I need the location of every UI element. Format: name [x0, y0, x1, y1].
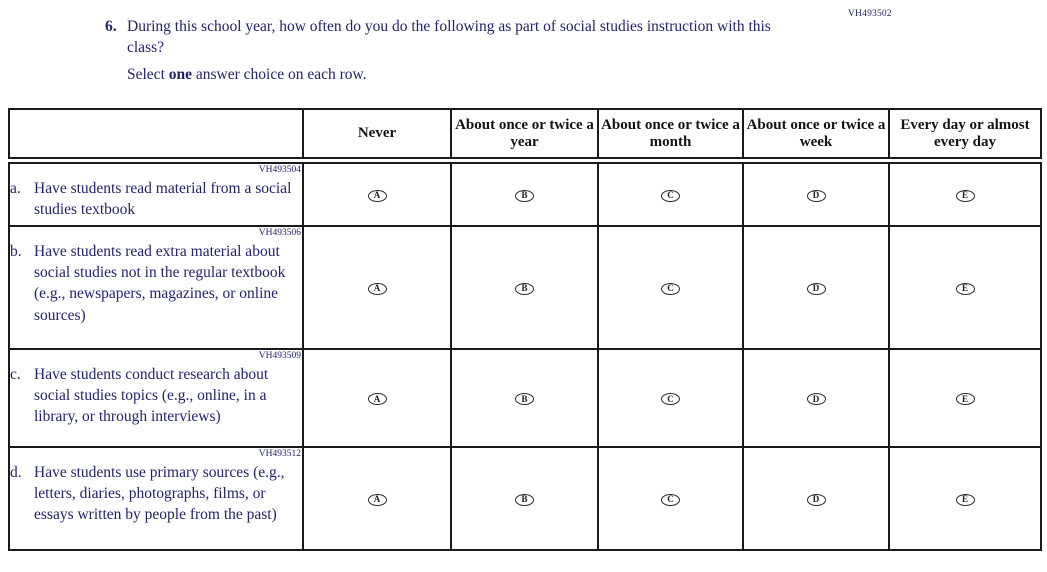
row-d-item-code: VH493512 [258, 448, 301, 459]
row-b-item-code: VH493506 [258, 227, 301, 238]
column-header-never: Never [303, 109, 451, 161]
row-b-option-twice-a-month[interactable] [598, 226, 743, 349]
table-row-d [9, 447, 1041, 550]
answer-bubble-e[interactable]: E [956, 190, 975, 202]
row-b-letter: b. [10, 242, 22, 260]
answer-bubble-d[interactable]: D [807, 494, 826, 506]
answer-bubble-b[interactable]: B [515, 190, 534, 202]
answer-bubble-a[interactable]: A [368, 393, 387, 405]
row-b-option-every-day[interactable] [889, 226, 1041, 349]
row-a-label-cell [9, 161, 303, 226]
row-d-option-every-day[interactable] [889, 447, 1041, 550]
question-instruction [127, 66, 367, 84]
instruction-prefix: Select [127, 66, 169, 83]
row-a-item-code: VH493504 [258, 165, 301, 175]
row-a-option-twice-a-week[interactable] [743, 161, 889, 226]
row-a-option-twice-a-month[interactable] [598, 161, 743, 226]
answer-bubble-e[interactable]: E [956, 393, 975, 405]
question-block [105, 16, 795, 59]
row-c-option-twice-a-month[interactable] [598, 349, 743, 447]
row-c-option-every-day[interactable] [889, 349, 1041, 447]
answer-bubble-c[interactable]: C [661, 494, 680, 506]
answer-bubble-c[interactable]: C [661, 393, 680, 405]
row-b-text: Have students read extra material about social studies not in the regular textbook (e.g., newspapers, magazines, or online sources) [34, 242, 286, 324]
row-d-label-cell [9, 447, 303, 550]
row-a-text: Have students read material from a social studies textbook [34, 180, 292, 219]
header-empty-cell [9, 109, 303, 161]
row-c-item-code: VH493509 [258, 350, 301, 361]
answer-bubble-e[interactable]: E [956, 283, 975, 295]
row-d-letter: d. [10, 463, 22, 481]
answer-bubble-b[interactable]: B [515, 494, 534, 506]
row-b-label-cell [9, 226, 303, 349]
row-a-option-twice-a-year[interactable] [451, 161, 598, 226]
row-a-letter: a. [10, 180, 21, 197]
question-number: 6. [105, 18, 117, 35]
answer-bubble-a[interactable]: A [368, 190, 387, 202]
table-row-c [9, 349, 1041, 447]
row-b-option-twice-a-week[interactable] [743, 226, 889, 349]
answer-bubble-a[interactable]: A [368, 283, 387, 295]
row-c-option-never[interactable] [303, 349, 451, 447]
answer-bubble-c[interactable]: C [661, 190, 680, 202]
row-a-option-every-day[interactable] [889, 161, 1041, 226]
row-c-option-twice-a-year[interactable] [451, 349, 598, 447]
answer-bubble-e[interactable]: E [956, 494, 975, 506]
answer-bubble-d[interactable]: D [807, 393, 826, 405]
answer-bubble-d[interactable]: D [807, 190, 826, 202]
column-header-every-day: Every day or almost every day [889, 109, 1041, 161]
column-header-twice-a-week: About once or twice a week [743, 109, 889, 161]
table-row-a [9, 161, 1041, 226]
row-b-option-twice-a-year[interactable] [451, 226, 598, 349]
row-c-text: Have students conduct research about social studies topics (e.g., online, in a library, or through interviews) [34, 365, 269, 426]
answer-bubble-d[interactable]: D [807, 283, 826, 295]
header-row [9, 109, 1041, 161]
row-c-option-twice-a-week[interactable] [743, 349, 889, 447]
row-c-letter: c. [10, 365, 21, 383]
row-d-option-never[interactable] [303, 447, 451, 550]
instruction-suffix: answer choice on each row. [192, 66, 367, 83]
row-d-text: Have students use primary sources (e.g., letters, diaries, photographs, films, or essays written by people from the past) [34, 463, 285, 524]
answer-bubble-b[interactable]: B [515, 393, 534, 405]
row-d-option-twice-a-year[interactable] [451, 447, 598, 550]
form-item-code: VH493502 [848, 9, 892, 19]
row-c-label-cell [9, 349, 303, 447]
column-header-twice-a-year: About once or twice a year [451, 109, 598, 161]
response-matrix-table [8, 108, 1042, 551]
answer-bubble-c[interactable]: C [661, 283, 680, 295]
row-d-option-twice-a-week[interactable] [743, 447, 889, 550]
table-row-b [9, 226, 1041, 349]
row-a-option-never[interactable] [303, 161, 451, 226]
instruction-bold-word: one [168, 66, 192, 83]
column-header-twice-a-month: About once or twice a month [598, 109, 743, 161]
row-b-option-never[interactable] [303, 226, 451, 349]
answer-bubble-a[interactable]: A [368, 494, 387, 506]
question-text: During this school year, how often do you do the following as part of social studies instruction with this class? [127, 18, 771, 57]
row-d-option-twice-a-month[interactable] [598, 447, 743, 550]
answer-bubble-b[interactable]: B [515, 283, 534, 295]
